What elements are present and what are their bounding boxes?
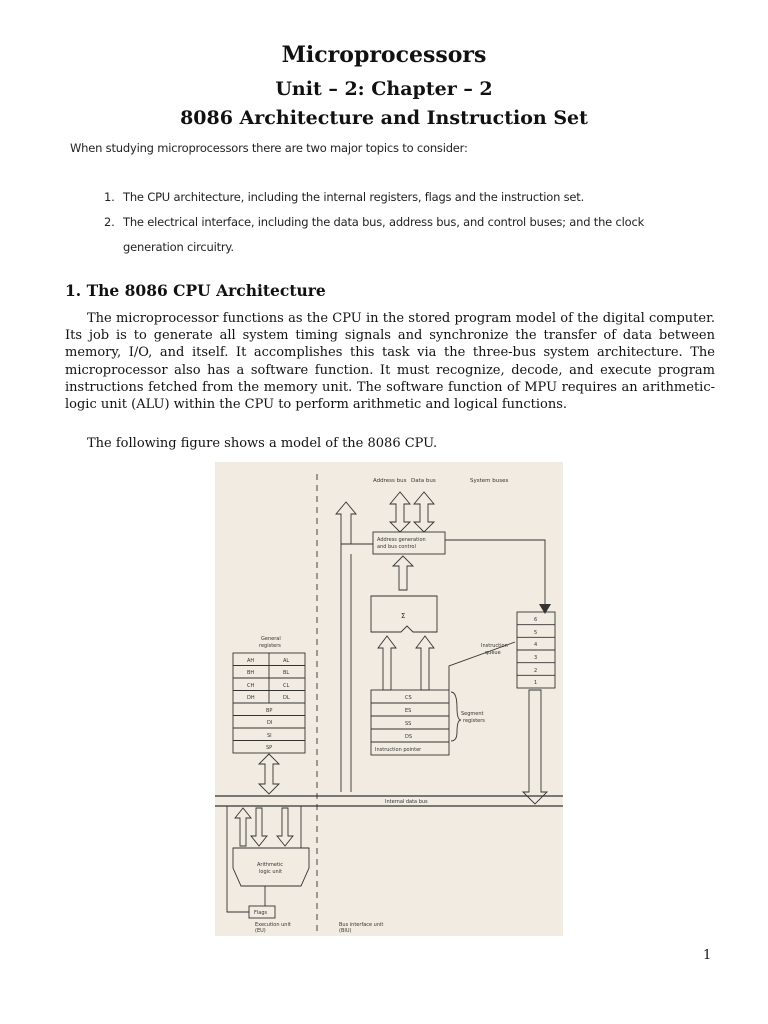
register-es: ES — [405, 708, 412, 714]
register-sp: SP — [266, 745, 273, 751]
register-dl: DL — [283, 695, 290, 701]
register-ds: DS — [405, 734, 413, 740]
unit-heading: Unit – 2: Chapter – 2 — [275, 78, 493, 100]
list-item — [104, 185, 704, 210]
general-register-file — [233, 653, 305, 753]
adder-to-address-arrow — [393, 556, 413, 590]
queue-slot: 4 — [534, 642, 538, 648]
bus-interface-unit-label-2: (BIU) — [339, 928, 352, 934]
register-bl: BL — [283, 670, 290, 676]
general-registers-label-1: General — [261, 636, 281, 642]
alu-input-c-arrow — [277, 808, 293, 846]
instruction-queue-label-1: Instruction — [481, 643, 508, 649]
segment-to-adder-arrow — [378, 636, 396, 690]
alu-input-a-arrow — [235, 808, 251, 846]
instruction-queue-label-2: queue — [485, 650, 501, 656]
segment-register-file — [371, 690, 449, 755]
bus-to-queue-line — [445, 540, 545, 612]
address-generation-box — [373, 532, 445, 554]
internal-bus-label: Internal data bus — [385, 799, 428, 805]
instruction-pointer-label: Instruction pointer — [375, 747, 422, 753]
alu-input-b-arrow — [251, 808, 267, 846]
address-bus-label: Address bus — [373, 478, 407, 484]
execution-unit-label-2: (EU) — [255, 928, 266, 934]
flags-label: Flags — [254, 910, 268, 916]
segment-registers-label-2: registers — [463, 718, 485, 724]
document-title: Microprocessors — [281, 42, 487, 68]
ip-to-adder-arrow — [416, 636, 434, 690]
segment-bracket — [451, 692, 461, 741]
queue-slot: 5 — [534, 630, 538, 636]
data-bus-arrow — [414, 492, 434, 532]
intro-text: When studying microprocessors there are two major topics to consider: — [70, 141, 468, 155]
topics-list — [104, 185, 704, 260]
cpu-architecture-figure — [215, 462, 563, 936]
address-generation-label-2: and bus control — [377, 544, 416, 550]
queue-to-internal-bus-arrow — [523, 690, 547, 804]
segment-registers-label-1: Segment — [461, 711, 484, 717]
instruction-queue — [517, 612, 555, 688]
list-item-number: 2. — [104, 215, 115, 229]
figure-intro-paragraph: The following figure shows a model of the 8086 CPU. — [87, 436, 438, 451]
general-registers-label-2: registers — [259, 643, 281, 649]
register-al: AL — [283, 658, 290, 664]
register-ss: SS — [405, 721, 412, 727]
register-cs: CS — [405, 695, 412, 701]
queue-slot: 3 — [534, 655, 538, 661]
bus-to-internal-line-left — [341, 544, 373, 792]
register-bp: BP — [266, 708, 273, 714]
list-item-text: The CPU architecture, including the internal registers, flags and the instruction set. — [123, 190, 585, 204]
register-bh: BH — [247, 670, 255, 676]
system-buses-label: System buses — [470, 478, 509, 484]
bus-interface-unit-label-1: Bus interface unit — [339, 922, 384, 928]
register-dh: DH — [247, 695, 255, 701]
queue-slot: 1 — [534, 680, 538, 686]
queue-input-arrowhead — [539, 604, 551, 614]
register-cl: CL — [283, 683, 290, 689]
queue-to-ip-line — [449, 642, 515, 690]
alu-label-2: logic unit — [259, 869, 283, 875]
register-si: SI — [267, 733, 272, 739]
registers-bus-arrow — [259, 754, 279, 794]
section-heading: 1. The 8086 CPU Architecture — [65, 281, 326, 300]
body-paragraph: The microprocessor functions as the CPU in the stored program model of the digital computer. Its job is to generate all system timing signals and synchronize the transfer of data between memory, I/O, and itself. It accomplishes this task via the three-bus system architecture. The microprocessor also has a software function. It must recognize, decode, and execute program instructions fetched from the memory unit. The software function of MPU requires an arithmetic-logic unit (ALU) within the CPU to perform arithmetic and logical functions. — [65, 311, 715, 413]
address-bus-arrow — [390, 492, 410, 532]
adder-symbol: Σ — [401, 612, 406, 620]
register-ch: CH — [247, 683, 255, 689]
list-item-text: The electrical interface, including the data bus, address bus, and control buses; and the clock generation circuitry. — [123, 215, 645, 254]
queue-slot: 6 — [534, 617, 538, 623]
list-item — [104, 210, 704, 260]
alu-label-1: Arithmetic — [257, 862, 284, 868]
list-item-number: 1. — [104, 190, 115, 204]
address-generation-label-1: Address generation — [377, 537, 426, 543]
queue-slot: 2 — [534, 668, 538, 674]
register-ah: AH — [247, 658, 255, 664]
chapter-subtitle: 8086 Architecture and Instruction Set — [180, 107, 588, 129]
register-di: DI — [267, 720, 273, 726]
cpu-block-diagram — [215, 462, 563, 936]
bus-up-arrow — [336, 502, 356, 544]
execution-unit-label-1: Execution unit — [255, 922, 291, 928]
page-number: 1 — [703, 948, 712, 963]
data-bus-label: Data bus — [411, 478, 436, 484]
